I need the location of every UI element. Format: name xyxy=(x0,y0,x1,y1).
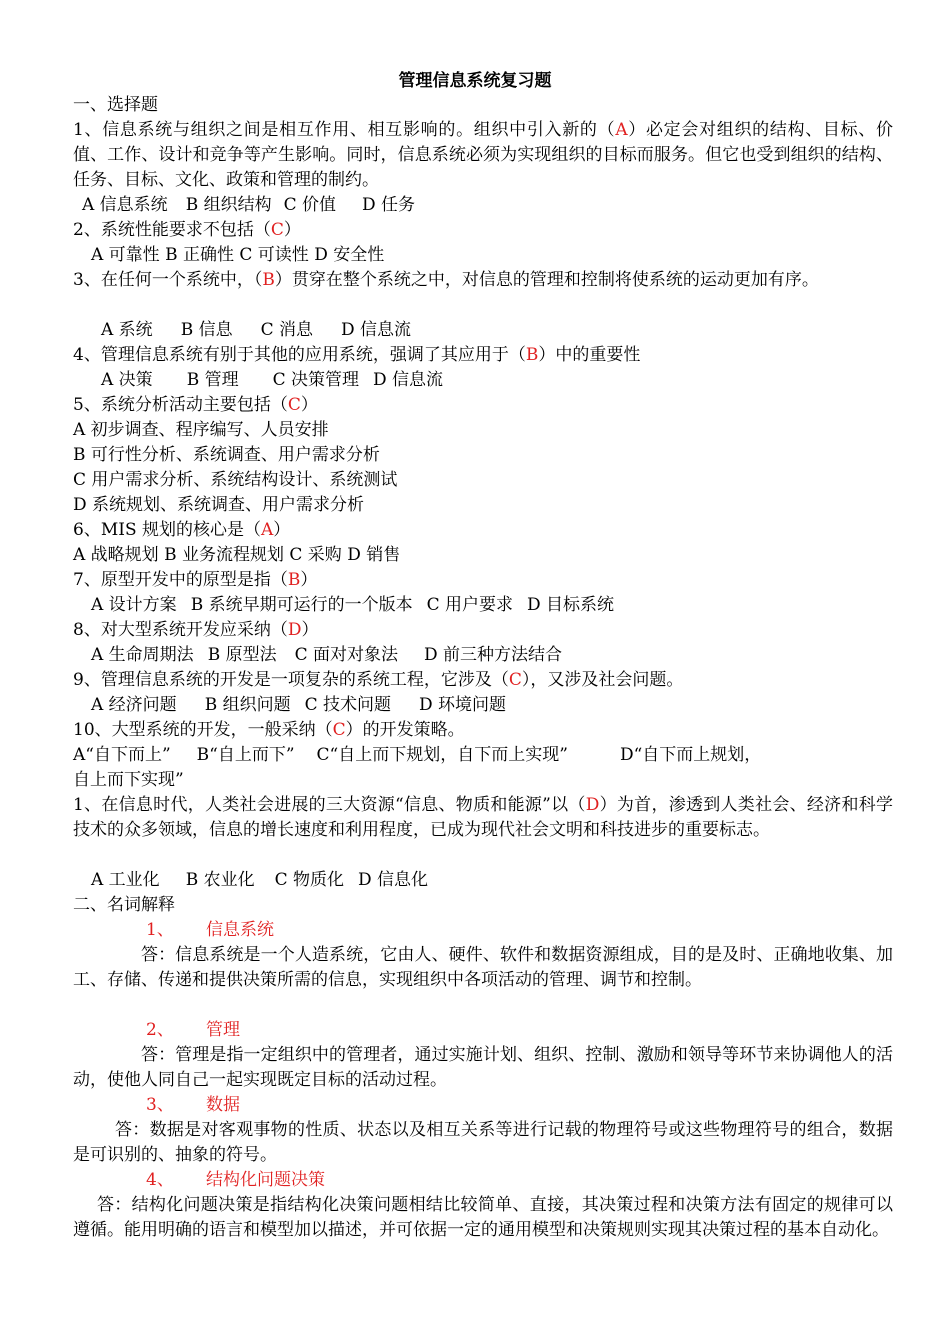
options-10 xyxy=(73,743,893,768)
answer-text: 答：数据是对客观事物的性质、状态以及相互关系等进行记载的物理符号或这些物理符号的组合，数据是可识别的、抽象的符号。 xyxy=(73,1120,893,1165)
term-heading xyxy=(73,1018,893,1043)
option: B“自上而下” xyxy=(196,745,295,765)
options-2: A 可靠性 B 正确性 C 可读性 D 安全性 xyxy=(91,245,385,265)
answer-letter: B xyxy=(262,270,275,290)
option: B 管理 xyxy=(186,370,239,390)
options-7 xyxy=(73,593,893,618)
option: C 面对对象法 xyxy=(294,645,399,665)
option: D 环境问题 xyxy=(419,695,507,715)
question-8 xyxy=(73,618,893,643)
option: A 系统 xyxy=(101,320,153,340)
option: A 决策 xyxy=(101,370,153,390)
document-body xyxy=(73,93,893,1268)
question-text: 6、MIS 规划的核心是（ xyxy=(73,520,261,540)
options-8 xyxy=(73,643,893,668)
option: B 原型法 xyxy=(207,645,277,665)
question-text: ） xyxy=(300,570,318,590)
option: A 经济问题 xyxy=(91,695,177,715)
option: C 用户需求分析、系统结构设计、系统测试 xyxy=(73,470,398,490)
question-text: ）为首，渗透到人类社会、经济和科学技术的众多领域，信息的增长速度和利用程度，已成为现代社会文明和科技进步的重要标志。 xyxy=(73,795,894,840)
term-heading xyxy=(73,1168,893,1193)
answer-letter: C xyxy=(287,395,301,415)
term-answer xyxy=(73,943,893,1018)
term-heading xyxy=(73,1093,893,1118)
term-label: 结构化问题决策 xyxy=(206,1170,325,1190)
options-9 xyxy=(73,693,893,718)
question-5 xyxy=(73,393,893,418)
question-text: 1、在信息时代，人类社会进展的三大资源“信息、物质和能源”以（ xyxy=(73,795,586,815)
option: D 前三种方法结合 xyxy=(424,645,563,665)
term-answer xyxy=(73,1043,893,1093)
term-label: 数据 xyxy=(206,1095,240,1115)
option: C 消息 xyxy=(260,320,314,340)
question-text: ）中的重要性 xyxy=(538,345,641,365)
answer-letter: C xyxy=(332,720,346,740)
term-label: 信息系统 xyxy=(206,920,274,940)
option: D“自下而上规划， xyxy=(619,745,762,765)
option: B 农业化 xyxy=(185,870,255,890)
term-answer xyxy=(73,1118,893,1168)
question-3 xyxy=(73,268,893,318)
question-1 xyxy=(73,118,893,193)
question-text: 1、信息系统与组织之间是相互作用、相互影响的。组织中引入新的（ xyxy=(73,120,616,140)
option: A 工业化 xyxy=(91,870,160,890)
answer-letter: C xyxy=(270,220,284,240)
option: D 任务 xyxy=(362,195,416,215)
option: B 组织问题 xyxy=(204,695,291,715)
option: B 可行性分析、系统调查、用户需求分析 xyxy=(73,445,380,465)
question-text: 5、系统分析活动主要包括（ xyxy=(73,395,288,415)
answer-letter: A xyxy=(261,520,274,540)
option: D 目标系统 xyxy=(527,595,615,615)
option-continuation: 自上而下实现” xyxy=(73,770,184,790)
answer-letter: A xyxy=(615,120,628,140)
term-heading xyxy=(73,918,893,943)
answer-letter: B xyxy=(525,345,539,365)
option: C 技术问题 xyxy=(304,695,392,715)
question-4 xyxy=(73,343,893,368)
option: C 用户要求 xyxy=(426,595,514,615)
question-text: 3、在任何一个系统中，（ xyxy=(73,270,263,290)
question-text: 2、系统性能要求不包括（ xyxy=(73,220,271,240)
answer-text: 答：管理是指一定组织中的管理者，通过实施计划、组织、控制、激励和领导等环节来协调他人的活动，使他人同自己一起实现既定目标的活动过程。 xyxy=(73,1045,893,1090)
question-text: 7、原型开发中的原型是指（ xyxy=(73,570,288,590)
options-6: A 战略规划 B 业务流程规划 C 采购 D 销售 xyxy=(73,545,401,565)
answer-text: 答：信息系统是一个人造系统，它由人、硬件、软件和数据资源组成，目的是及时、正确地收集、加工、存储、传递和提供决策所需的信息，实现组织中各项活动的管理、调节和控制。 xyxy=(73,945,893,990)
options-4 xyxy=(73,368,893,393)
question-7 xyxy=(73,568,893,593)
term-number: 2、 xyxy=(146,1020,174,1040)
option: A 设计方案 xyxy=(91,595,177,615)
question-text: ） xyxy=(301,620,319,640)
option: D 信息流 xyxy=(373,370,444,390)
option: A 生命周期法 xyxy=(91,645,194,665)
question-text: ）贯穿在整个系统之中，对信息的管理和控制将使系统的运动更加有序。 xyxy=(274,270,819,290)
page-title: 管理信息系统复习题 xyxy=(398,71,552,91)
term-number: 1、 xyxy=(146,920,174,940)
question-text: 10、大型系统的开发，一般采纳（ xyxy=(73,720,333,740)
answer-letter: D xyxy=(585,795,600,815)
option: C 决策管理 xyxy=(272,370,360,390)
question-text: 4、管理信息系统有别于其他的应用系统，强调了其应用于（ xyxy=(73,345,526,365)
question-text: ）的开发策略。 xyxy=(345,720,465,740)
question-text: ）必定会对组织的结构、目标、价值、工作、设计和竞争等产生影响。同时，信息系统必须为实现组织的目标而服务。但它也受到组织的结构、任务、目标、文化、政策和管理的制约。 xyxy=(73,120,893,190)
term-number: 3、 xyxy=(146,1095,174,1115)
question-9 xyxy=(73,668,893,693)
option: B 组织结构 xyxy=(185,195,272,215)
question-text: ） xyxy=(273,520,291,540)
answer-letter: C xyxy=(508,670,522,690)
section-heading-terms: 二、名词解释 xyxy=(73,895,175,915)
question-10 xyxy=(73,718,893,743)
option: C 价值 xyxy=(283,195,337,215)
term-answer xyxy=(73,1193,893,1268)
option: D 信息流 xyxy=(341,320,412,340)
question-text: 8、对大型系统开发应采纳（ xyxy=(73,620,288,640)
question-2 xyxy=(73,218,893,243)
option: A 信息系统 xyxy=(82,195,168,215)
options-3 xyxy=(73,318,893,343)
option: C“自上而下规划，自下而上实现” xyxy=(316,745,568,765)
option: B 系统早期可运行的一个版本 xyxy=(190,595,413,615)
question-11 xyxy=(73,793,893,868)
section-heading-choice: 一、选择题 xyxy=(73,95,158,115)
answer-letter: B xyxy=(287,570,301,590)
option: A“自下而上” xyxy=(73,745,171,765)
options-11 xyxy=(73,868,893,893)
option: A 初步调查、程序编写、人员安排 xyxy=(73,420,329,440)
option: D 信息化 xyxy=(358,870,429,890)
term-number: 4、 xyxy=(146,1170,174,1190)
question-text: ） xyxy=(283,220,301,240)
question-text: ），又涉及社会问题。 xyxy=(521,670,684,690)
option: D 系统规划、系统调查、用户需求分析 xyxy=(73,495,365,515)
answer-text: 答：结构化问题决策是指结构化决策问题相结比较简单、直接，其决策过程和决策方法有固定的规律可以遵循。能用明确的语言和模型加以描述，并可依据一定的通用模型和决策规则实现其决策过程的基本自动化。 xyxy=(73,1195,893,1240)
option: B 信息 xyxy=(180,320,233,340)
options-1 xyxy=(73,193,893,218)
answer-letter: D xyxy=(287,620,302,640)
question-6 xyxy=(73,518,893,543)
term-label: 管理 xyxy=(206,1020,240,1040)
option: C 物质化 xyxy=(274,870,345,890)
question-text: ） xyxy=(300,395,318,415)
question-text: 9、管理信息系统的开发是一项复杂的系统工程，它涉及（ xyxy=(73,670,509,690)
